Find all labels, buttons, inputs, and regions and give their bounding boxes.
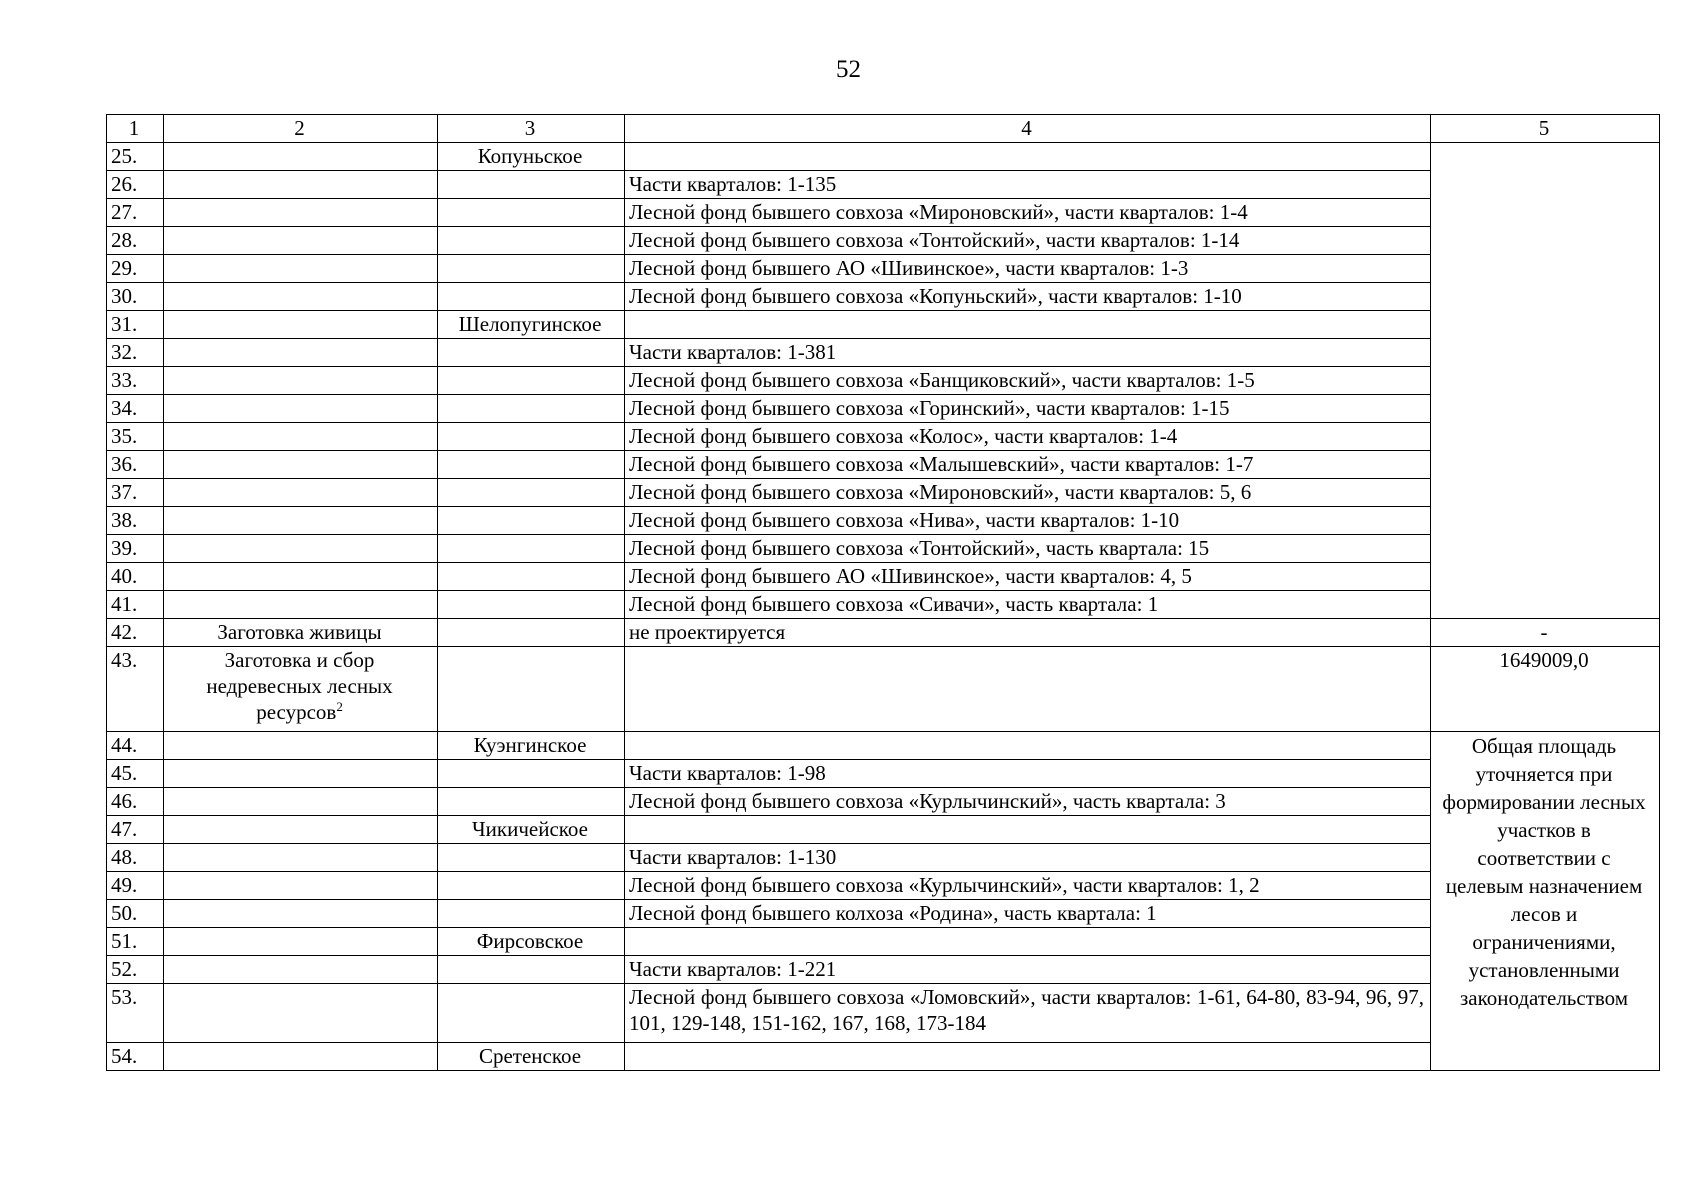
row-number: 38. [107,507,164,535]
district-forestry [438,984,625,1043]
quarters-description: не проектируется [625,619,1431,647]
table-row [107,591,1660,619]
row-number: 41. [107,591,164,619]
quarters-description [625,647,1431,732]
activity-type [164,1043,438,1071]
table-row [107,367,1660,395]
table-row [107,1043,1660,1071]
activity-type [164,788,438,816]
row-number: 43. [107,647,164,732]
area-note-text: Общая площадь уточняется при формировании лесных участков в соответствии с целевым назначением лесов и ограничениями, установленными законодательством [1442,734,1646,1010]
quarters-description [625,143,1431,171]
area-value: - [1431,619,1660,647]
activity-type [164,984,438,1043]
table-row [107,928,1660,956]
district-forestry: Фирсовское [438,928,625,956]
district-forestry [438,619,625,647]
row-number: 34. [107,395,164,423]
quarters-description: Части кварталов: 1-381 [625,339,1431,367]
quarters-description: Лесной фонд бывшего совхоза «Мироновский», части кварталов: 5, 6 [625,479,1431,507]
district-forestry [438,647,625,732]
row-number: 54. [107,1043,164,1071]
table-row [107,900,1660,928]
quarters-description [625,928,1431,956]
quarters-description: Лесной фонд бывшего совхоза «Курлычинский», части кварталов: 1, 2 [625,872,1431,900]
row-number: 47. [107,816,164,844]
activity-type [164,311,438,339]
row-number: 53. [107,984,164,1043]
activity-type [164,367,438,395]
table-row [107,984,1660,1043]
quarters-description: Лесной фонд бывшего совхоза «Колос», части кварталов: 1-4 [625,423,1431,451]
quarters-description: Лесной фонд бывшего АО «Шивинское», части кварталов: 4, 5 [625,563,1431,591]
table-row [107,816,1660,844]
quarters-description [625,816,1431,844]
row-number: 33. [107,367,164,395]
activity-type [164,760,438,788]
district-forestry: Чикичейское [438,816,625,844]
table-row [107,451,1660,479]
district-forestry [438,367,625,395]
activity-type [164,451,438,479]
district-forestry [438,507,625,535]
quarters-description: Лесной фонд бывшего совхоза «Сивачи», часть квартала: 1 [625,591,1431,619]
row-number: 32. [107,339,164,367]
table-row [107,844,1660,872]
area-value: 1649009,0 [1431,647,1660,732]
quarters-description: Части кварталов: 1-130 [625,844,1431,872]
district-forestry [438,479,625,507]
district-forestry [438,956,625,984]
district-forestry [438,900,625,928]
quarters-description: Лесной фонд бывшего совхоза «Банщиковский», части кварталов: 1-5 [625,367,1431,395]
table-row [107,283,1660,311]
row-number: 25. [107,143,164,171]
quarters-description: Части кварталов: 1-98 [625,760,1431,788]
header-cell: 1 [107,115,164,143]
area-cell-merged-empty [1431,143,1660,619]
activity-type [164,395,438,423]
activity-type [164,171,438,199]
quarters-description [625,311,1431,339]
district-forestry [438,339,625,367]
activity-type [164,507,438,535]
quarters-description: Лесной фонд бывшего совхоза «Горинский», части кварталов: 1-15 [625,395,1431,423]
table-row [107,311,1660,339]
table-row [107,619,1660,647]
table-row [107,535,1660,563]
quarters-description: Лесной фонд бывшего совхоза «Малышевский», части кварталов: 1-7 [625,451,1431,479]
quarters-description [625,732,1431,760]
table-row [107,199,1660,227]
activity-type [164,423,438,451]
district-forestry [438,760,625,788]
district-forestry [438,591,625,619]
district-forestry: Сретенское [438,1043,625,1071]
row-number: 46. [107,788,164,816]
header-cell: 3 [438,115,625,143]
row-number: 28. [107,227,164,255]
quarters-description [625,1043,1431,1071]
header-cell: 2 [164,115,438,143]
quarters-description: Лесной фонд бывшего совхоза «Тонтойский», части кварталов: 1-14 [625,227,1431,255]
forest-use-table [106,114,1660,1071]
district-forestry: Куэнгинское [438,732,625,760]
activity-type [164,844,438,872]
table-row [107,563,1660,591]
activity-type: Заготовка живицы [164,619,438,647]
activity-type [164,199,438,227]
row-number: 48. [107,844,164,872]
table-row [107,760,1660,788]
row-number: 29. [107,255,164,283]
table-row [107,395,1660,423]
row-number: 45. [107,760,164,788]
activity-type [164,647,438,732]
table-row [107,647,1660,732]
quarters-description: Лесной фонд бывшего совхоза «Курлычинский», часть квартала: 3 [625,788,1431,816]
row-number: 26. [107,171,164,199]
activity-type-text: Заготовка и сбор недревесных лесных ресурсов [206,648,393,724]
district-forestry: Шелопугинское [438,311,625,339]
table-row [107,171,1660,199]
table-row [107,227,1660,255]
quarters-description: Части кварталов: 1-221 [625,956,1431,984]
row-number: 27. [107,199,164,227]
quarters-description: Лесной фонд бывшего совхоза «Ломовский», части кварталов: 1-61, 64-80, 83-94, 96, 97, 101, 129-148, 151-162, 167, 168, 173-184 [625,984,1431,1043]
district-forestry [438,844,625,872]
quarters-description: Лесной фонд бывшего совхоза «Копуньский», части кварталов: 1-10 [625,283,1431,311]
row-number: 35. [107,423,164,451]
district-forestry: Копуньское [438,143,625,171]
activity-type [164,563,438,591]
activity-type [164,283,438,311]
district-forestry [438,283,625,311]
table-row [107,255,1660,283]
quarters-description: Части кварталов: 1-135 [625,171,1431,199]
area-note-merged [1431,732,1660,1071]
activity-type [164,227,438,255]
district-forestry [438,199,625,227]
activity-type [164,956,438,984]
district-forestry [438,255,625,283]
row-number: 51. [107,928,164,956]
activity-type [164,255,438,283]
header-cell: 4 [625,115,1431,143]
district-forestry [438,788,625,816]
district-forestry [438,451,625,479]
activity-type [164,339,438,367]
table-row [107,479,1660,507]
table-row [107,732,1660,760]
row-number: 52. [107,956,164,984]
row-number: 42. [107,619,164,647]
footnote-marker: 2 [336,699,343,714]
header-cell: 5 [1431,115,1660,143]
row-number: 30. [107,283,164,311]
activity-type [164,816,438,844]
activity-type [164,479,438,507]
activity-type [164,928,438,956]
activity-type [164,535,438,563]
quarters-description: Лесной фонд бывшего совхоза «Тонтойский», часть квартала: 15 [625,535,1431,563]
district-forestry [438,535,625,563]
activity-type [164,900,438,928]
activity-type [164,591,438,619]
activity-type [164,143,438,171]
table-row [107,956,1660,984]
district-forestry [438,395,625,423]
table-row [107,339,1660,367]
district-forestry [438,171,625,199]
page-number: 52 [836,56,861,83]
row-number: 36. [107,451,164,479]
activity-type [164,872,438,900]
district-forestry [438,227,625,255]
table-row [107,788,1660,816]
table-row [107,423,1660,451]
table-row [107,872,1660,900]
row-number: 49. [107,872,164,900]
quarters-description: Лесной фонд бывшего совхоза «Мироновский», части кварталов: 1-4 [625,199,1431,227]
district-forestry [438,563,625,591]
row-number: 50. [107,900,164,928]
table-header-row [107,115,1660,143]
row-number: 37. [107,479,164,507]
row-number: 40. [107,563,164,591]
table-row [107,507,1660,535]
quarters-description: Лесной фонд бывшего АО «Шивинское», части кварталов: 1-3 [625,255,1431,283]
row-number: 44. [107,732,164,760]
district-forestry [438,872,625,900]
row-number: 31. [107,311,164,339]
table-row [107,143,1660,171]
quarters-description: Лесной фонд бывшего совхоза «Нива», части кварталов: 1-10 [625,507,1431,535]
district-forestry [438,423,625,451]
row-number: 39. [107,535,164,563]
quarters-description: Лесной фонд бывшего колхоза «Родина», часть квартала: 1 [625,900,1431,928]
activity-type [164,732,438,760]
